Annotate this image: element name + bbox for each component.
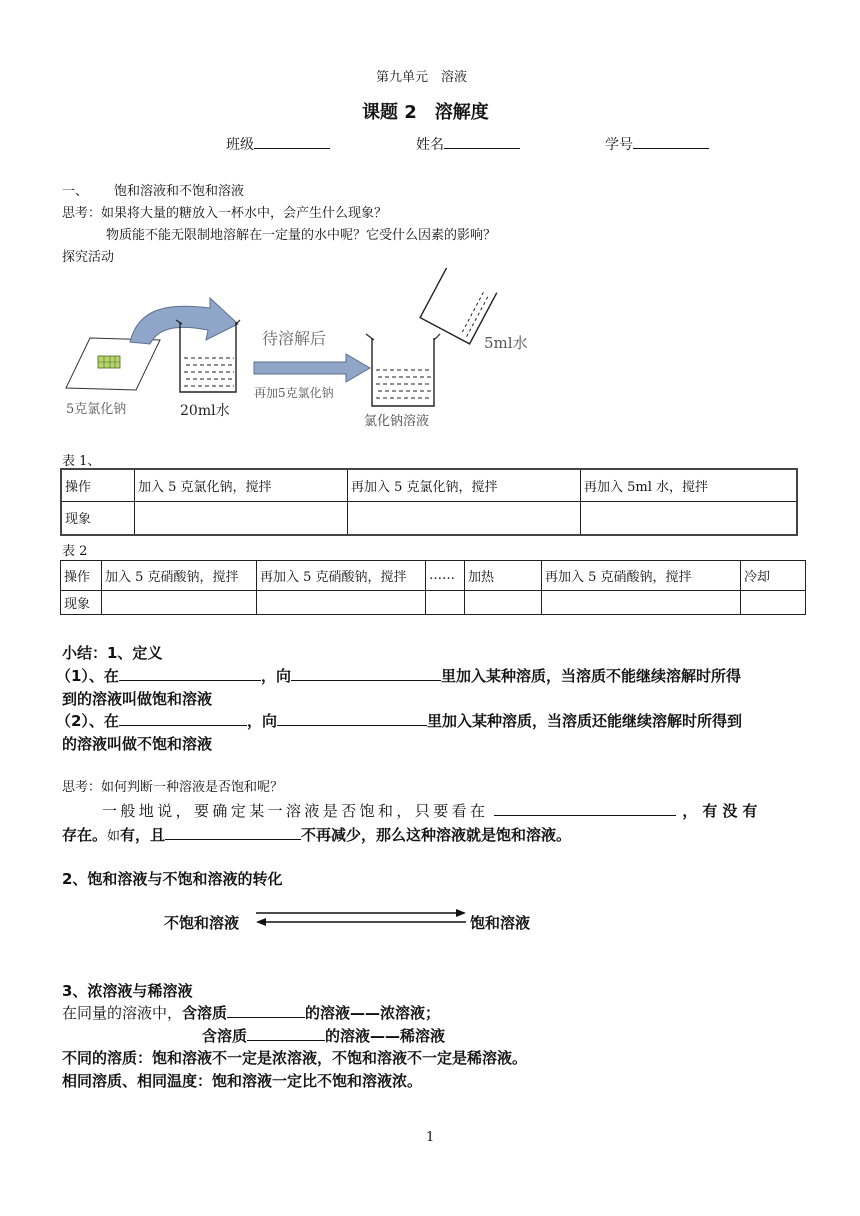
concentration-blank-2	[247, 1026, 325, 1041]
concentration-blank-1	[227, 1003, 305, 1018]
table1	[60, 468, 798, 536]
table-cell: 现象	[61, 591, 102, 615]
table-cell: 冷却	[741, 561, 806, 591]
page-title: 课题 2 溶解度	[362, 102, 489, 123]
class-label: 班级	[226, 137, 254, 153]
definition-2-text-b: ，向	[246, 712, 277, 730]
salt-paper-icon	[66, 338, 160, 390]
definition-2	[56, 710, 742, 731]
judge-line-1	[102, 800, 762, 821]
table-row	[61, 591, 806, 615]
judge-line-1-text-b: ，有没有	[682, 802, 763, 820]
summary-heading: 小结：1、定义	[62, 644, 163, 662]
experiment-diagram	[60, 268, 560, 438]
table-cell: 加入 5 克氯化钠，搅拌	[135, 469, 348, 501]
water2-label: 5ml水	[484, 334, 528, 352]
table-cell: 再加入 5 克硝酸钠，搅拌	[257, 561, 426, 591]
section1-number: 一、	[62, 184, 89, 199]
curved-arrow-icon	[130, 298, 238, 344]
judge-blank-1	[494, 801, 676, 816]
table-cell: 再加入 5 克氯化钠，搅拌	[348, 469, 581, 501]
concentration-line-3: 不同的溶质：饱和溶液不一定是浓溶液，不饱和溶液不一定是稀溶液。	[62, 1049, 528, 1067]
judge-line-2-text-d: 不再减少，那么这种溶液就是饱和溶液。	[301, 826, 572, 844]
table2	[60, 560, 806, 615]
judge-line-2-text-c: 有，且	[120, 826, 166, 844]
judge-blank-2	[165, 825, 301, 840]
concentration-line-2-text-b: 的溶液——稀溶液	[325, 1027, 446, 1045]
table-cell	[348, 501, 581, 535]
table-cell: 再加入 5ml 水，搅拌	[581, 469, 798, 501]
concentration-line-1-text-b: 含溶质	[182, 1004, 228, 1022]
table-row	[61, 501, 797, 535]
wait-label: 待溶解后	[262, 329, 327, 348]
water-label: 20ml水	[180, 403, 230, 419]
table-cell	[465, 591, 542, 615]
definition-1-text-b: ，向	[260, 667, 291, 685]
table-cell	[426, 591, 465, 615]
judge-line-2-text-b: 如	[107, 829, 121, 844]
straight-arrow-icon	[254, 354, 370, 382]
solution-label: 氯化钠溶液	[364, 414, 430, 429]
table-cell: 加入 5 克硝酸钠，搅拌	[102, 561, 257, 591]
number-field	[605, 134, 709, 154]
concentration-line-1-text-c: 的溶液——浓溶液；	[305, 1004, 441, 1022]
class-blank	[254, 134, 330, 149]
class-field	[226, 134, 330, 154]
table-cell: 加热	[465, 561, 542, 591]
judge-line-2	[62, 824, 571, 845]
number-label: 学号	[605, 137, 633, 153]
definition-1-text-c: 里加入某种溶质，当溶质不能继续溶解时所得	[440, 667, 741, 685]
name-field	[416, 134, 520, 154]
table-cell: 操作	[61, 469, 135, 501]
concentration-line-1	[62, 1002, 440, 1023]
table1-caption: 表 1、	[62, 454, 101, 469]
concentration-line-1-text-a: 在同量的溶液中，	[62, 1004, 183, 1022]
name-blank	[444, 134, 520, 149]
definition-2-text-c: 里加入某种溶质，当溶质还能继续溶解时所得到	[426, 712, 742, 730]
judge-line-1-text-a: 一般地说，要确定某一溶液是否饱和，只要看在	[102, 802, 489, 820]
concentration-line-4: 相同溶质、相同温度：饱和溶液一定比不饱和溶液浓。	[62, 1072, 423, 1090]
think-question-2: 物质能不能无限制地溶解在一定量的水中呢？它受什么因素的影响？	[106, 228, 497, 243]
definition-2-text-a: （2）、在	[56, 712, 119, 730]
table-cell: 操作	[61, 561, 102, 591]
add-more-label: 再加5克氯化钠	[254, 386, 334, 400]
table-cell: 现象	[61, 501, 135, 535]
table-cell	[257, 591, 426, 615]
saturated-label: 饱和溶液	[470, 914, 531, 932]
definition-2-blank-1	[119, 711, 247, 726]
conversion-heading: 2、饱和溶液与不饱和溶液的转化	[62, 870, 283, 888]
judge-line-2-text-a: 存在。	[62, 826, 108, 844]
table-cell: 再加入 5 克硝酸钠，搅拌	[542, 561, 741, 591]
salt-label: 5克氯化钠	[66, 402, 127, 417]
definition-1-blank-2	[291, 666, 441, 681]
definition-2-cont: 的溶液叫做不饱和溶液	[62, 735, 213, 753]
number-blank	[633, 134, 709, 149]
table-cell	[135, 501, 348, 535]
table-cell	[102, 591, 257, 615]
unit-title: 第九单元 溶液	[376, 70, 468, 85]
beaker-solution-icon	[366, 334, 440, 406]
definition-2-blank-2	[277, 711, 427, 726]
concentration-heading: 3、浓溶液与稀溶液	[62, 982, 193, 1000]
section1-heading: 饱和溶液和不饱和溶液	[114, 184, 245, 199]
judge-question: 思考：如何判断一种溶液是否饱和呢？	[62, 780, 284, 795]
table-cell	[741, 591, 806, 615]
concentration-line-2	[202, 1025, 445, 1046]
definition-1	[56, 665, 741, 686]
table-cell: ……	[426, 561, 465, 591]
definition-1-cont: 到的溶液叫做饱和溶液	[62, 690, 213, 708]
table2-caption: 表 2	[62, 544, 88, 559]
unsaturated-label: 不饱和溶液	[164, 914, 240, 932]
definition-1-text-a: （1）、在	[56, 667, 119, 685]
think-question-1: 思考：如果将大量的糖放入一杯水中，会产生什么现象？	[62, 206, 388, 221]
table-row	[61, 469, 797, 501]
conversion-arrows-icon	[254, 906, 468, 928]
page-number: 1	[426, 1130, 435, 1145]
table-cell	[581, 501, 798, 535]
name-label: 姓名	[416, 137, 444, 153]
table-cell	[542, 591, 741, 615]
explore-label: 探究活动	[62, 250, 115, 265]
definition-1-blank-1	[119, 666, 261, 681]
concentration-line-2-text-a: 含溶质	[202, 1027, 248, 1045]
table-row	[61, 561, 806, 591]
